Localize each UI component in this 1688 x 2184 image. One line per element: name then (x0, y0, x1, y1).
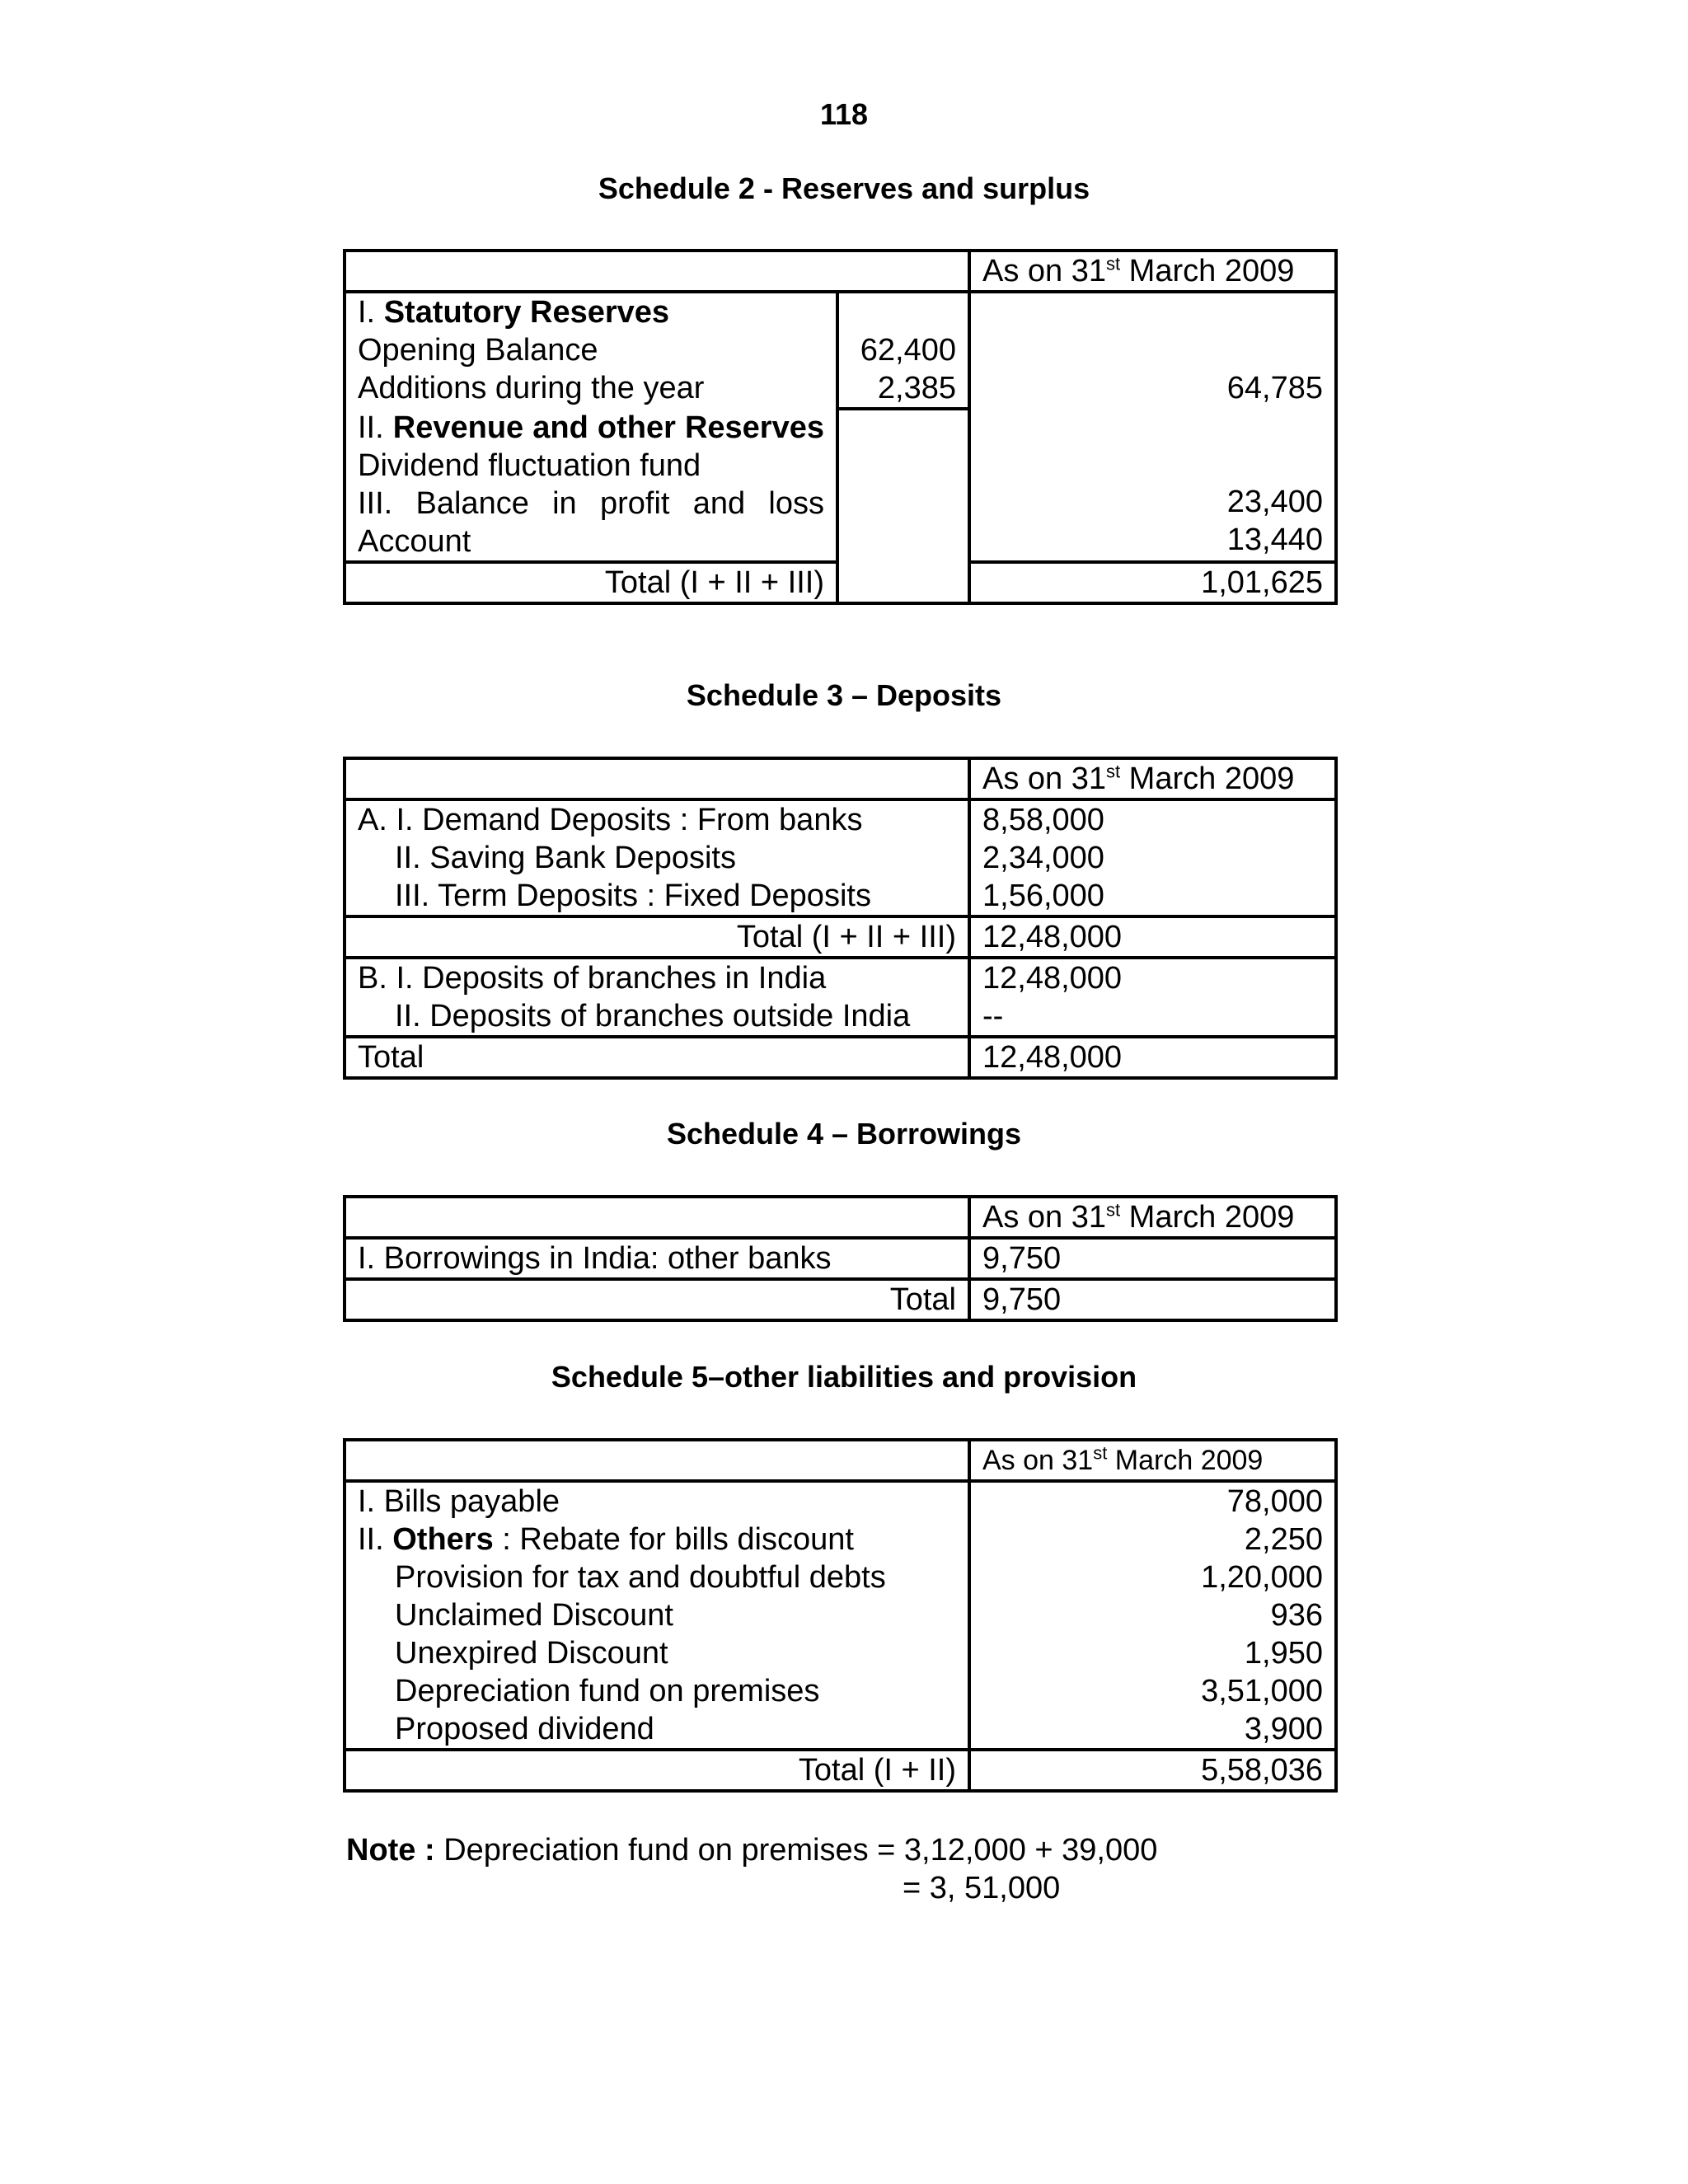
total-row (345, 1279, 1336, 1320)
statutory-values-cell: 62,400 2,385 (837, 292, 969, 409)
table-header-row (345, 251, 1336, 292)
note-line-2: = 3, 51,000 (903, 1871, 1061, 1905)
liabilities-values: 78,000 2,250 1,20,000 936 1,950 3,51,000 3,900 (969, 1481, 1336, 1750)
schedule-4-table (343, 1195, 1338, 1322)
table-header-row (345, 1440, 1336, 1481)
date-header-cell: As on 31st March 2009 (969, 1440, 1336, 1481)
date-header-cell: As on 31st March 2009 (969, 758, 1336, 799)
total-value: 1,01,625 (969, 562, 1336, 603)
total-row (345, 1750, 1336, 1791)
header-blank-cell (345, 1197, 969, 1238)
branch-deposits-labels: B. I. Deposits of branches in India II. Deposits of branches outside India (345, 958, 969, 1037)
borrowings-value: 9,750 (969, 1238, 1336, 1279)
schedule-2-title: Schedule 2 - Reserves and surplus (598, 171, 1090, 205)
total-row (345, 1037, 1336, 1078)
schedule-3-title: Schedule 3 – Deposits (686, 678, 1002, 712)
page-number: 118 (819, 97, 869, 131)
blank-middle-cell (837, 409, 969, 603)
total-value: 12,48,000 (969, 916, 1336, 958)
note-line-1: Note : Depreciation fund on premises = 3,12,000 + 39,000 (346, 1833, 1158, 1868)
table-row (345, 799, 1336, 916)
table-row (345, 1481, 1336, 1750)
table-row (345, 292, 1336, 409)
total-value: 12,48,000 (969, 1037, 1336, 1078)
schedule-4-title: Schedule 4 – Borrowings (666, 1117, 1022, 1151)
schedule-3-table (343, 757, 1338, 1080)
table-header-row (345, 758, 1336, 799)
liabilities-labels: I. Bills payable II. Others : Rebate for bills discount Provision for tax and doubtful debts Unclaimed Discount Unexpired Discount Depreciation fund on premises Proposed dividend (345, 1481, 969, 1750)
table-row (345, 958, 1336, 1037)
demand-deposits-labels: A. I. Demand Deposits : From banks II. Saving Bank Deposits III. Term Deposits : Fixed Deposits (345, 799, 969, 916)
schedule-5-table (343, 1438, 1338, 1793)
table-row (345, 1238, 1336, 1279)
header-blank-cell (345, 758, 969, 799)
note-label: Note : (346, 1833, 435, 1868)
date-header-cell: As on 31st March 2009 (969, 251, 1336, 292)
total-label: Total (345, 1037, 969, 1078)
total-label: Total (345, 1279, 969, 1320)
header-blank-cell (345, 1440, 969, 1481)
table-header-row (345, 1197, 1336, 1238)
header-blank-cell (345, 251, 969, 292)
total-label: Total (I + II + III) (345, 562, 837, 603)
schedule-5-title: Schedule 5–other liabilities and provision (551, 1360, 1137, 1394)
branch-deposits-values: 12,48,000 -- (969, 958, 1336, 1037)
date-header-cell: As on 31st March 2009 (969, 1197, 1336, 1238)
total-label: Total (I + II) (345, 1750, 969, 1791)
borrowings-label: I. Borrowings in India: other banks (345, 1238, 969, 1279)
schedule-2-table (343, 249, 1338, 605)
note-block (346, 1831, 1157, 1907)
reserves-amount-cell: 64,785 23,400 13,440 (969, 292, 1336, 562)
total-value: 5,58,036 (969, 1750, 1336, 1791)
total-row (345, 916, 1336, 958)
total-value: 9,750 (969, 1279, 1336, 1320)
statutory-reserves-cell: I. Statutory Reserves Opening Balance Additions during the year (345, 292, 837, 409)
demand-deposits-values: 8,58,000 2,34,000 1,56,000 (969, 799, 1336, 916)
other-reserves-cell: II. Revenue and other Reserves Dividend fluctuation fund III. Balance in profit and loss Account (345, 409, 837, 562)
total-label: Total (I + II + III) (345, 916, 969, 958)
